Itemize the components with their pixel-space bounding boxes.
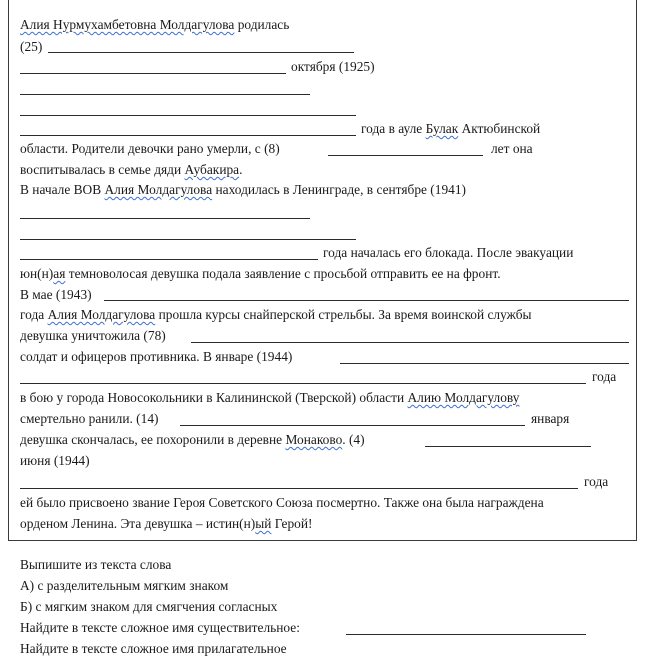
task-b: Б) с мягким знаком для смягчения согласных xyxy=(20,599,278,614)
text-line-died xyxy=(20,432,365,448)
young-rest: темноволосая девушка подала заявление с просьбой отправить ее на фронт. xyxy=(68,266,501,281)
name-word: Алия Нурмухамбетовна Молдагулова xyxy=(20,17,235,32)
answer-blank-8[interactable] xyxy=(20,239,356,240)
goda-label-2: года xyxy=(584,474,609,489)
text-line-aul xyxy=(361,121,540,137)
task-adj: Найдите в тексте сложное имя прилагательное xyxy=(20,641,287,656)
battle-name: Алию Молдагулову xyxy=(407,390,520,405)
hero-text: ей было присвоено звание Героя Советского Союза посмертно. Также она была награждена xyxy=(20,495,544,510)
answer-blank-12[interactable] xyxy=(340,363,629,364)
answer-blank-13[interactable] xyxy=(20,383,586,384)
born-word: родилась xyxy=(237,17,290,32)
bulak-word: Булак xyxy=(425,121,459,136)
wounded-text: смертельно ранили. (14) xyxy=(20,411,159,426)
soldiers-text: солдат и офицеров противника. В январе (1944) xyxy=(20,349,293,364)
answer-blank-9[interactable] xyxy=(20,259,318,260)
answer-blank-15[interactable] xyxy=(425,446,591,447)
young-suffix: ая xyxy=(53,266,66,281)
day-label: (25) xyxy=(20,39,43,54)
answer-blank-10[interactable] xyxy=(104,300,629,301)
region-text: области. Родители девочки рано умерли, с (8) xyxy=(20,141,280,156)
died-village: Монаково xyxy=(285,432,343,447)
died-post: . (4) xyxy=(342,432,365,447)
lenin-prefix: орденом Ленина. Эта девушка – истин(н) xyxy=(20,516,256,531)
text-line-wwii xyxy=(20,182,466,198)
years-text: лет она xyxy=(491,141,533,156)
answer-blank-6[interactable] xyxy=(328,155,483,156)
died-text: девушка скончалась, ее похоронили в деревне xyxy=(20,432,283,447)
text-line-raised xyxy=(20,162,242,178)
answer-blank-3[interactable] xyxy=(20,94,310,95)
answer-blank-16[interactable] xyxy=(20,488,578,489)
wwii-start: В начале ВОВ xyxy=(20,182,102,197)
answer-blank-4[interactable] xyxy=(20,115,356,116)
answer-blank-11[interactable] xyxy=(191,342,629,343)
task-intro: Выпишите из текста слова xyxy=(20,557,172,572)
task-noun: Найдите в тексте сложное имя существительное: xyxy=(20,620,300,635)
year-in-aul: года в ауле xyxy=(361,121,423,136)
lenin-post: Герой! xyxy=(274,516,313,531)
goda-label: года xyxy=(592,369,617,384)
wwii-rest: находилась в Ленинграде, в сентябре (1941) xyxy=(215,182,467,197)
wwii-name: Алия Молдагулова xyxy=(104,182,213,197)
text-line-courses xyxy=(20,307,532,323)
courses-name: Алия Молдагулова xyxy=(47,307,156,322)
lenin-suffix: ый xyxy=(255,516,272,531)
battle-text: в бою у города Новосокольники в Калининской (Тверской) области xyxy=(20,390,405,405)
destroyed-text: девушка уничтожила (78) xyxy=(20,328,166,343)
answer-blank-1[interactable] xyxy=(48,52,354,53)
text-line-1 xyxy=(20,17,289,33)
answer-blank-14[interactable] xyxy=(180,425,525,426)
answer-blank-noun[interactable] xyxy=(346,634,586,635)
period: . xyxy=(239,162,243,177)
task-a: А) с разделительным мягким знаком xyxy=(20,578,229,593)
young-prefix: юн(н) xyxy=(20,266,54,281)
may-label: В мае (1943) xyxy=(20,287,92,302)
answer-blank-7[interactable] xyxy=(20,218,310,219)
aubakir-word: Аубакира xyxy=(184,162,240,177)
aktobe-word: Актюбинской xyxy=(461,121,541,136)
june-label: июня (1944) xyxy=(20,453,90,468)
answer-blank-5[interactable] xyxy=(20,135,356,136)
blockade-text: года началась его блокада. После эвакуации xyxy=(323,245,574,260)
text-line-young xyxy=(20,266,501,282)
january-label: января xyxy=(531,411,570,426)
text-line-battle xyxy=(20,390,519,406)
raised-text: воспитывалась в семье дяди xyxy=(20,162,182,177)
october-label: октября (1925) xyxy=(291,59,375,74)
courses-rest: прошла курсы снайперской стрельбы. За время воинской службы xyxy=(158,307,532,322)
text-line-lenin xyxy=(20,516,312,532)
courses-prefix: года xyxy=(20,307,45,322)
answer-blank-2[interactable] xyxy=(20,73,286,74)
